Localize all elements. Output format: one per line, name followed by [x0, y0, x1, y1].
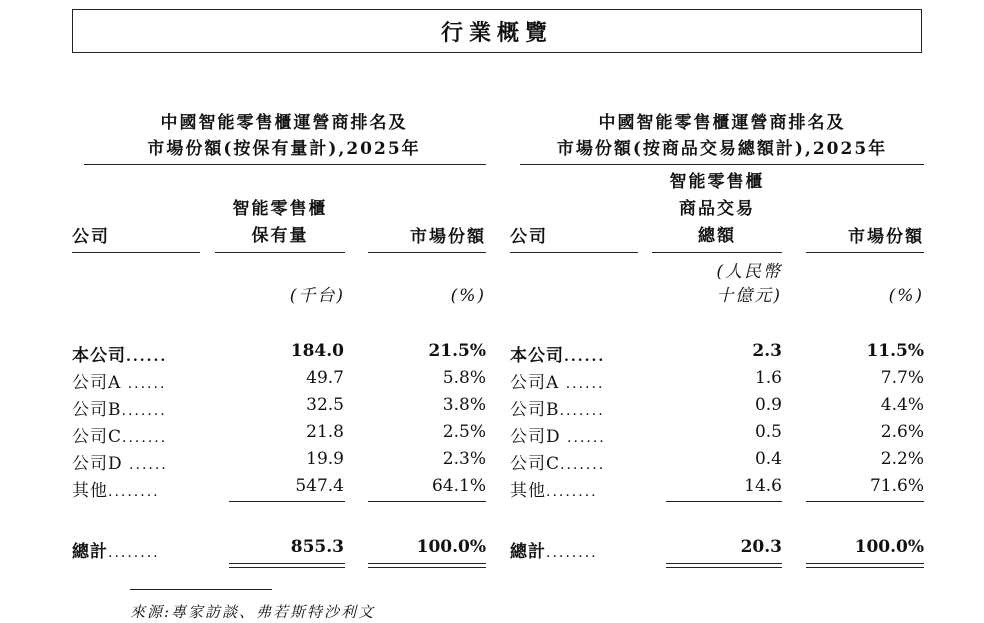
row-label: 公司B.......: [510, 400, 605, 420]
left-table-title-line2: 市場份額(按保有量計),2025年: [147, 139, 421, 159]
left-header-rule-col2: [368, 252, 486, 253]
left-table-title-line1: 中國智能零售櫃運營商排名及: [160, 113, 408, 133]
row-value-share: 4.4%: [880, 395, 924, 415]
row-value-share: 5.8%: [442, 368, 486, 388]
row-value-share: 2.5%: [442, 422, 486, 442]
left-title-rule: [84, 164, 486, 165]
right-header-rule-col2: [806, 252, 924, 253]
right-header-col1: [652, 169, 782, 250]
table-total-row: [510, 535, 924, 562]
left-header-col1: [215, 196, 345, 250]
row-value-gmv: 0.9: [754, 395, 782, 415]
row-value-gmv: 14.6: [744, 476, 782, 496]
left-table-title: [84, 110, 484, 162]
right-unit-col1-line1: (人民幣: [716, 262, 782, 282]
row-value-share: 7.7%: [880, 368, 924, 388]
right-header-rule-col1: [652, 252, 782, 253]
right-unit-col2: (%): [888, 286, 924, 306]
total-value-units: 855.3: [290, 537, 344, 557]
left-subtotal-rule-col2: [368, 501, 486, 502]
row-value-gmv: 2.3: [752, 341, 782, 361]
row-value-share: 2.6%: [880, 422, 924, 442]
table-row: [72, 420, 486, 447]
total-value-share: 100.0%: [854, 537, 924, 557]
row-value-share: 2.2%: [880, 449, 924, 469]
left-header-company: 公司: [72, 227, 110, 247]
left-header-rule-col1: [215, 252, 345, 253]
row-label: 公司B.......: [72, 400, 167, 420]
table-row: [510, 339, 924, 366]
left-total-double-rule-col2: [368, 563, 486, 568]
row-label: 公司A ......: [510, 373, 605, 393]
row-value-units: 21.8: [306, 422, 344, 442]
left-header-rule-company: [72, 252, 200, 253]
source-note: 來源:專家訪談、弗若斯特沙利文: [130, 603, 376, 621]
row-label: 公司D ......: [72, 454, 168, 474]
source-rule: [130, 589, 272, 590]
row-value-units: 184.0: [290, 341, 344, 361]
right-header-col2: 市場份額: [848, 227, 924, 247]
row-label: 公司C.......: [510, 454, 606, 474]
right-table-title-line1: 中國智能零售櫃運營商排名及: [598, 113, 846, 133]
row-value-share: 3.8%: [442, 395, 486, 415]
row-value-share: 11.5%: [866, 341, 924, 361]
row-value-share: 21.5%: [428, 341, 486, 361]
row-value-units: 32.5: [306, 395, 344, 415]
right-table-title: [520, 110, 924, 162]
row-label: 公司A ......: [72, 373, 167, 393]
table-row: [510, 366, 924, 393]
row-label: 公司C.......: [72, 427, 168, 447]
left-subtotal-rule-col1: [229, 501, 345, 502]
total-label: 總計........: [72, 542, 160, 562]
table-row: [72, 393, 486, 420]
table-row: [510, 393, 924, 420]
left-header-col1-line2: 保有量: [251, 226, 309, 246]
left-header-col1-line1: 智能零售櫃: [232, 199, 328, 219]
row-value-units: 19.9: [306, 449, 344, 469]
row-value-units: 49.7: [306, 368, 344, 388]
page-title: 行業概覽: [72, 9, 922, 53]
right-total-double-rule-col1: [666, 563, 782, 568]
right-header-col1-line3: 總額: [698, 226, 736, 246]
right-header-col1-line2: 商品交易: [679, 199, 755, 219]
total-value-gmv: 20.3: [740, 537, 782, 557]
row-label: 其他........: [510, 481, 598, 501]
total-label: 總計........: [510, 542, 598, 562]
right-total-double-rule-col2: [806, 563, 924, 568]
row-value-share: 64.1%: [431, 476, 486, 496]
right-subtotal-rule-col2: [806, 501, 924, 502]
left-unit-col1: (千台): [289, 286, 345, 306]
row-value-share: 71.6%: [869, 476, 924, 496]
row-value-gmv: 1.6: [754, 368, 782, 388]
total-value-share: 100.0%: [416, 537, 486, 557]
table-row: [510, 420, 924, 447]
left-unit-col2: (%): [450, 286, 486, 306]
row-label: 本公司......: [72, 346, 168, 366]
right-header-company: 公司: [510, 227, 548, 247]
right-title-rule: [520, 164, 924, 165]
table-row: [510, 474, 924, 501]
right-header-col1-line1: 智能零售櫃: [669, 172, 765, 192]
table-row: [72, 474, 486, 501]
row-label: 公司D ......: [510, 427, 606, 447]
table-row: [72, 366, 486, 393]
table-total-row: [72, 535, 486, 562]
row-value-share: 2.3%: [442, 449, 486, 469]
table-row: [72, 339, 486, 366]
row-value-gmv: 0.4: [754, 449, 782, 469]
left-header-col2: 市場份額: [410, 227, 486, 247]
right-subtotal-rule-col1: [666, 501, 782, 502]
table-row: [72, 447, 486, 474]
row-value-units: 547.4: [295, 476, 344, 496]
row-label: 其他........: [72, 481, 160, 501]
row-value-gmv: 0.5: [754, 422, 782, 442]
right-table-title-line2: 市場份額(按商品交易總額計),2025年: [556, 139, 888, 159]
right-header-rule-company: [510, 252, 638, 253]
right-unit-col1-line2: 十億元): [716, 286, 782, 306]
left-total-double-rule-col1: [229, 563, 345, 568]
right-unit-col1: [652, 260, 782, 308]
row-label: 本公司......: [510, 346, 606, 366]
table-row: [510, 447, 924, 474]
